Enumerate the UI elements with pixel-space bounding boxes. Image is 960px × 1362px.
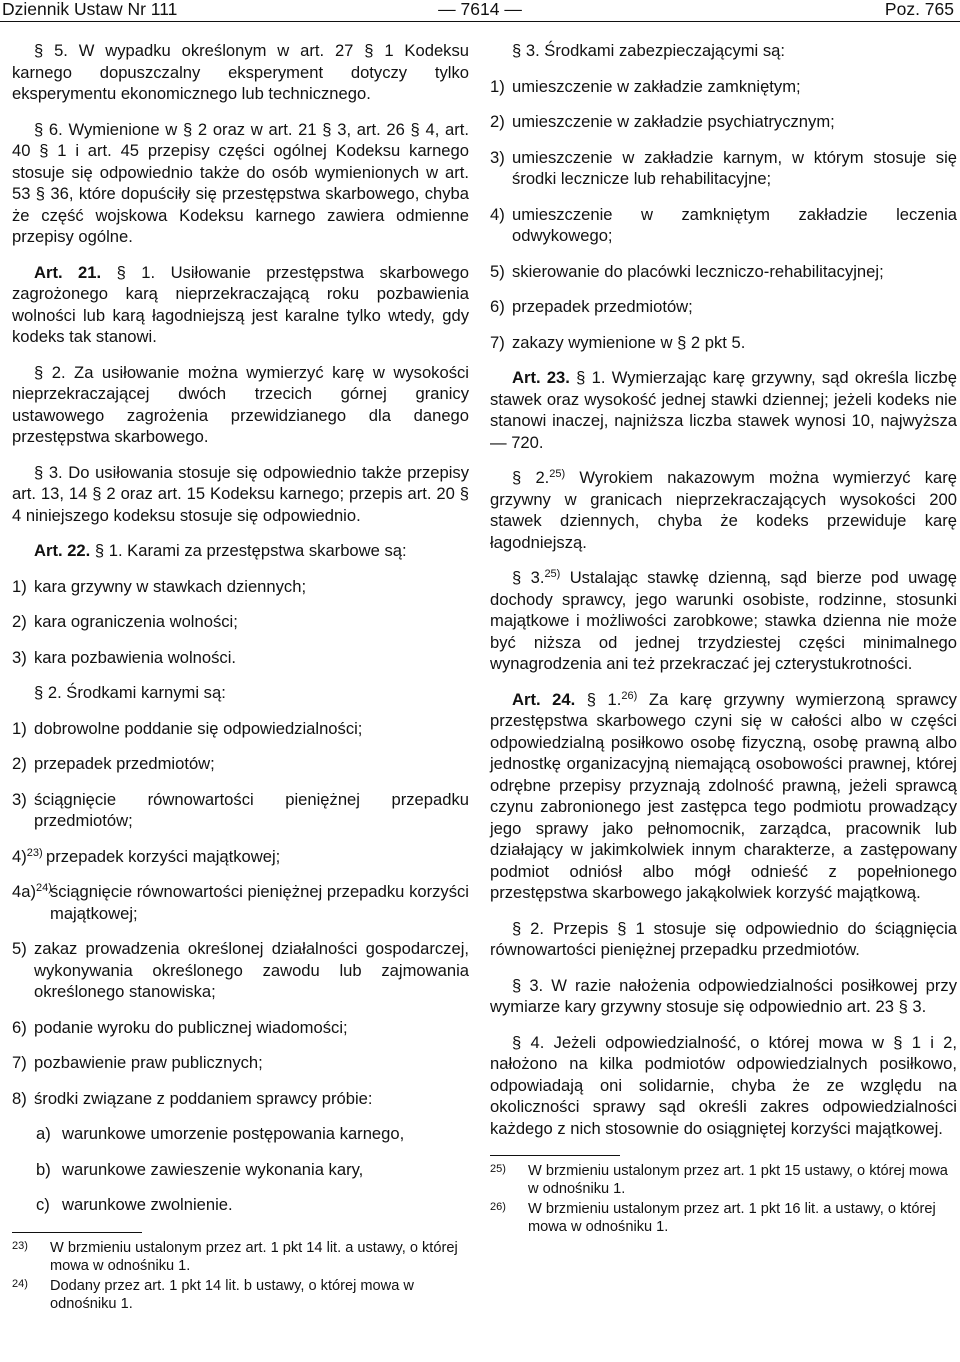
measure-item <box>12 846 469 868</box>
item-text: skierowanie do placówki leczniczo-rehabilitacyjnej; <box>512 261 884 281</box>
item-text: ściągnięcie równowartości pieniężnej przepadku przedmiotów; <box>34 789 469 830</box>
footnote-ref: 26) <box>621 689 638 702</box>
journal-title: Dziennik Ustaw Nr 111 <box>2 0 178 19</box>
item-number: 2) <box>12 754 27 773</box>
sub-item-letter: c) <box>36 1195 50 1214</box>
article-23-par-1-text: § 1. Wymierzając karę grzywny, sąd określa liczbę stawek oraz wysokość jednej stawki dziennej; jeżeli kodeks nie stanowi inaczej, najniższa liczba stawek wynosi 10, najwyższa — 720. <box>490 368 957 452</box>
footnote-marker: 25) <box>490 1163 506 1175</box>
article-24-par-1 <box>490 689 957 904</box>
article-22-par-2: § 2. Środkami karnymi są: <box>34 683 226 702</box>
sub-item-letter: b) <box>36 1159 51 1179</box>
item-text: podanie wyroku do publicznej wiadomości; <box>34 1017 348 1037</box>
item-text: umieszczenie w zamkniętym zakładzie leczenia odwykowego; <box>512 204 957 245</box>
item-number: 2) <box>490 112 505 131</box>
item-text: przepadek przedmiotów; <box>512 297 693 316</box>
item-number: 7) <box>12 1053 27 1072</box>
item-text: środki związane z poddaniem sprawcy próbie: <box>34 1088 373 1108</box>
item-number: 1) <box>12 576 27 596</box>
item-text: umieszczenie w zakładzie psychiatrycznym; <box>512 112 835 131</box>
item-text: przepadek przedmiotów; <box>34 754 215 773</box>
header-rule <box>0 21 960 22</box>
item-text: przepadek korzyści majątkowej; <box>46 846 281 866</box>
paragraph-text: Wyrokiem nakazowym można wymierzyć karę grzywny w granicach nieprzekraczających wysokości 200 stawek dziennych, chyba że kodeks przewiduje karę łagodniejszą. <box>490 468 957 552</box>
article-24-par-2: § 2. Przepis § 1 stosuje się odpowiednio do ściągnięcia równowartości pieniężnej przepadku przedmiotów. <box>490 918 957 959</box>
item-number: 5) <box>490 261 505 281</box>
article-24-heading: Art. 24. <box>512 689 576 709</box>
measure-item <box>12 753 469 775</box>
paragraph-6: § 6. Wymienione w § 2 oraz w art. 21 § 3, art. 26 § 4, art. 40 § 1 i art. 45 przepisy części ogólnej Kodeksu karnego stosuje się odpowiednio także do osób wymienionych w art. 53 § 36, które dopuściły się przestępstwa skarbowego, chyba że część wojskowa Kodeksu karnego zawiera odmienne przepisy ogólne. <box>12 119 469 246</box>
footnote-rule <box>490 1155 620 1156</box>
footnote-text: W brzmieniu ustalonym przez art. 1 pkt 14 lit. a ustawy, o której mowa w odnośniku 1. <box>50 1239 458 1274</box>
measure-item <box>12 938 469 1003</box>
running-header <box>0 0 960 22</box>
article-23-par-2 <box>490 467 957 553</box>
item-number <box>12 881 52 903</box>
item-number: 4) <box>490 204 505 224</box>
item-text: kara grzywny w stawkach dziennych; <box>34 576 307 596</box>
security-measure-item <box>490 261 957 283</box>
footnote-text: W brzmieniu ustalonym przez art. 1 pkt 15 ustawy, o której mowa w odnośniku 1. <box>528 1163 948 1197</box>
article-22-par-1-text: § 1. Karami za przestępstwa skarbowe są: <box>90 541 407 560</box>
item-number: 7) <box>490 332 505 352</box>
penalty-item <box>12 647 469 669</box>
item-text: pozbawienie praw publicznych; <box>34 1053 263 1072</box>
article-24-par-4: § 4. Jeżeli odpowiedzialność, o której mowa w § 1 i 2, nałożono na kilka podmiotów odpowiedzialnych posiłkowo, odpowiadają oni solidarnie, chyba że ze względu na okoliczności sprawy sąd określi zakres odpowiedzialności każdego z nich stosownie do osiągniętej korzyści majątkowej. <box>490 1032 957 1138</box>
article-21-par-1 <box>12 262 469 348</box>
item-number: 6) <box>490 297 505 316</box>
item-text: umieszczenie w zakładzie karnym, w którym stosuje się środki lecznicze lub rehabilitacyjne; <box>512 147 957 188</box>
paragraph-marker: § 2. <box>512 468 550 487</box>
sub-item <box>12 1194 469 1216</box>
security-measure-item <box>490 204 957 247</box>
left-column <box>12 40 469 1315</box>
footnote-ref: 25) <box>549 468 566 480</box>
footnote-marker: 26) <box>490 1201 506 1213</box>
item-text: zakaz prowadzenia określonej działalności gospodarczej, wykonywania określonego zawodu lub zajmowania określonego stanowiska; <box>34 939 469 1001</box>
sub-item-text: warunkowe zawieszenie wykonania kary, <box>62 1159 364 1179</box>
security-measure-item <box>490 296 957 318</box>
paragraph-marker: § 1. <box>575 689 622 709</box>
item-number: 2) <box>12 612 27 631</box>
footnote-ref: 23) <box>26 846 43 859</box>
article-24-par-3: § 3. W razie nałożenia odpowiedzialności posiłkowej przy wymiarze kary grzywny stosuje się odpowiednio art. 23 § 3. <box>490 975 957 1016</box>
article-23-par-1 <box>490 367 957 453</box>
item-number: 3) <box>490 147 505 167</box>
security-measure-item <box>490 332 957 354</box>
article-22-par-1 <box>12 540 469 562</box>
item-text: dobrowolne poddanie się odpowiedzialności; <box>34 718 363 738</box>
item-number-text: 4a) <box>12 882 36 901</box>
paragraph-marker: § 3. <box>512 568 545 587</box>
footnote-marker: 23) <box>12 1239 28 1252</box>
footnote-26 <box>490 1200 957 1236</box>
security-measure-item <box>490 76 957 98</box>
paragraph-3-security-measures: § 3. Środkami zabezpieczającymi są: <box>512 41 785 60</box>
sub-item <box>12 1159 469 1181</box>
security-measure-item <box>490 111 957 133</box>
penalty-item <box>12 611 469 633</box>
item-text: ściągnięcie równowartości pieniężnej przepadku korzyści majątkowej; <box>50 882 469 923</box>
article-22-heading: Art. 22. <box>34 541 91 560</box>
item-number: 1) <box>12 718 27 738</box>
article-23-heading: Art. 23. <box>512 368 570 387</box>
item-number: 8) <box>12 1088 27 1108</box>
article-21-par-3: § 3. Do usiłowania stosuje się odpowiednio także przepisy art. 13, 14 § 2 oraz art. 15 Kodeksu karnego; przepis art. 20 § 4 niniejszego kodeksu stosuje się odpowiednio. <box>12 462 469 525</box>
security-measure-item <box>490 147 957 190</box>
paragraph-text: Za karę grzywny wymierzoną sprawcy przestępstwa skarbowego czyni się w całości albo w części odpowiedzialną posiłkowo osobę fizyczną, osobę prawną albo jednostkę organizacyjną niemającą osobowości prawnej, której odrębne przepisy przyznają zdolność prawną, jeżeli sprawcą czynu zabronionego jest zastępca tego podmiotu prowadzący jego sprawy jako pełnomocnik, zarządca, pracownik lub działający w jakimkolwiek innym charakterze, a zastępowany podmiot odniósł albo mógł odnieść z popełnionego przestępstwa skarbowego jakąkolwiek korzyść majątkową. <box>490 689 957 902</box>
paragraph-5: § 5. W wypadku określonym w art. 27 § 1 Kodeksu karnego dopuszczalny eksperyment dotyczy tylko eksperymentu ekonomicznego lub technicznego. <box>12 41 469 103</box>
item-number: 1) <box>490 76 505 96</box>
footnote-ref: 25) <box>544 568 561 580</box>
measure-item <box>12 1052 469 1074</box>
item-number <box>12 846 43 868</box>
item-number-text: 4) <box>12 846 27 866</box>
article-21-par-2: § 2. Za usiłowanie można wymierzyć karę w wysokości nieprzekraczającej dwóch trzecich górnej granicy ustawowego zagrożenia przewidzianego dla danego przestępstwa skarbowego. <box>12 362 469 446</box>
item-text: kara ograniczenia wolności; <box>34 612 238 631</box>
penalty-item <box>12 576 469 598</box>
right-column <box>490 40 957 1238</box>
item-number: 3) <box>12 789 27 809</box>
item-text: zakazy wymienione w § 2 pkt 5. <box>512 332 746 352</box>
measure-item <box>12 718 469 740</box>
article-21-heading: Art. 21. <box>34 262 102 282</box>
paragraph-text: Ustalając stawkę dzienną, sąd bierze pod uwagę dochody sprawcy, jego warunki osobiste, rodzinne, stosunki majątkowe i możliwości zarobkowe; stawka dzienna nie może być niższa od jednej trzydziestej części minimalnego wynagrodzenia ani też przekraczać jej czterystukrotności. <box>490 568 958 673</box>
position-number: Poz. 765 <box>884 0 954 19</box>
item-number: 3) <box>12 647 27 667</box>
footnote-marker: 24) <box>12 1277 28 1290</box>
measure-item <box>12 1017 469 1039</box>
item-number: 5) <box>12 939 27 958</box>
measure-item <box>12 789 469 832</box>
measure-item <box>12 1088 469 1110</box>
sub-item <box>12 1123 469 1145</box>
footnote-25 <box>490 1162 957 1198</box>
measure-item <box>12 881 469 924</box>
item-number: 6) <box>12 1017 27 1037</box>
sub-item-letter: a) <box>36 1124 51 1143</box>
item-text: umieszczenie w zakładzie zamkniętym; <box>512 76 801 96</box>
footnote-text: Dodany przez art. 1 pkt 14 lit. b ustawy, o której mowa w odnośniku 1. <box>50 1277 414 1312</box>
sub-item-text: warunkowe zwolnienie. <box>62 1195 233 1214</box>
footnote-ref: 24) <box>35 882 52 894</box>
footnote-23 <box>12 1239 469 1275</box>
article-23-par-3 <box>490 567 957 675</box>
sub-item-text: warunkowe umorzenie postępowania karnego, <box>62 1124 405 1143</box>
footnote-rule <box>12 1232 142 1233</box>
page-number: — 7614 — <box>438 0 522 19</box>
footnote-24 <box>12 1277 469 1313</box>
footnote-text: W brzmieniu ustalonym przez art. 1 pkt 16 lit. a ustawy, o której mowa w odnośniku 1. <box>528 1201 936 1235</box>
article-21-par-1-text: § 1. Usiłowanie przestępstwa skarbowego zagrożonego karą nieprzekraczającą roku pozbawienia wolności lub karą łagodniejszą jest karalne tylko wtedy, gdy kodeks tak stanowi. <box>12 262 469 346</box>
item-text: kara pozbawienia wolności. <box>34 647 237 667</box>
